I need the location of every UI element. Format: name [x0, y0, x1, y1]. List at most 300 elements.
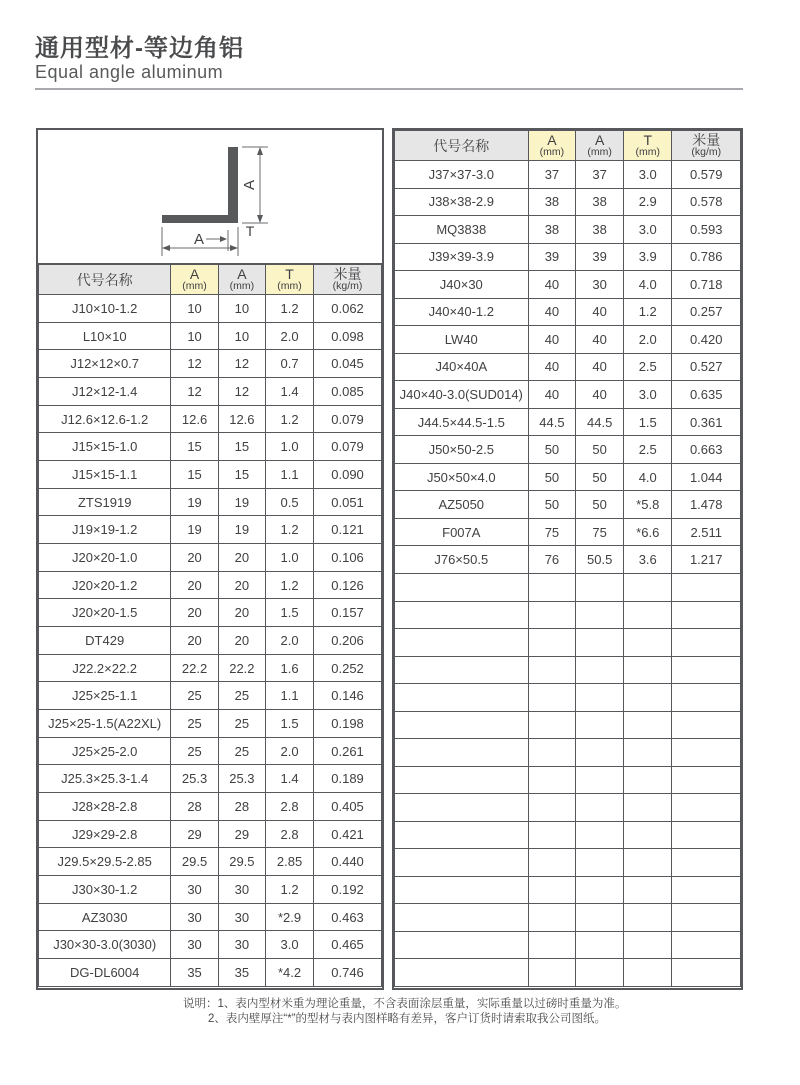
value-cell: 25 [218, 682, 265, 710]
value-cell: 25 [171, 710, 218, 738]
value-cell: 50 [576, 491, 624, 519]
value-cell [672, 794, 741, 822]
value-cell: 4.0 [624, 463, 672, 491]
table-row [395, 766, 741, 794]
value-cell: 2.0 [624, 326, 672, 354]
value-cell: 0.420 [672, 326, 741, 354]
profile-code-cell: F007A [395, 518, 529, 546]
profile-code-cell: J25×25-1.1 [39, 682, 171, 710]
value-cell: 0.121 [314, 516, 382, 544]
table-row [39, 959, 382, 987]
table-row [395, 353, 741, 381]
profile-code-cell: J50×50-2.5 [395, 436, 529, 464]
profile-code-cell [395, 876, 529, 904]
value-cell: 29.5 [218, 848, 265, 876]
column-header: 米量 (kg/m) [314, 265, 382, 295]
value-cell: 0.579 [672, 161, 741, 189]
value-cell: 0.746 [314, 959, 382, 987]
profile-code-cell: AZ5050 [395, 491, 529, 519]
value-cell: 25 [171, 737, 218, 765]
angle-profile-drawing [38, 130, 382, 263]
value-cell [624, 904, 672, 932]
value-cell: 0.5 [266, 488, 314, 516]
value-cell: 12 [218, 350, 265, 378]
column-header: A (mm) [576, 131, 624, 161]
column-header: T (mm) [266, 265, 314, 295]
profile-code-cell: J12.6×12.6-1.2 [39, 405, 171, 433]
value-cell [672, 931, 741, 959]
value-cell: 15 [171, 433, 218, 461]
column-header: A (mm) [528, 131, 576, 161]
dim-label-thickness: T [245, 223, 255, 239]
value-cell: 25 [218, 710, 265, 738]
value-cell: 40 [528, 271, 576, 299]
profile-code-cell [395, 601, 529, 629]
value-cell: 40 [576, 381, 624, 409]
value-cell [672, 629, 741, 657]
value-cell: 1.2 [266, 405, 314, 433]
profile-code-cell: J22.2×22.2 [39, 654, 171, 682]
value-cell [576, 849, 624, 877]
table-row [39, 461, 382, 489]
value-cell: 2.9 [624, 188, 672, 216]
profile-code-cell: J38×38-2.9 [395, 188, 529, 216]
value-cell [624, 959, 672, 987]
value-cell: *2.9 [266, 903, 314, 931]
value-cell: 4.0 [624, 271, 672, 299]
profile-code-cell: J20×20-1.2 [39, 571, 171, 599]
value-cell: 2.511 [672, 518, 741, 546]
value-cell [672, 739, 741, 767]
value-cell: 0.098 [314, 322, 382, 350]
table-row [39, 405, 382, 433]
table-row [395, 573, 741, 601]
value-cell: 1.6 [266, 654, 314, 682]
value-cell: 35 [171, 959, 218, 987]
table-row [39, 931, 382, 959]
value-cell: *6.6 [624, 518, 672, 546]
value-cell: 1.4 [266, 765, 314, 793]
value-cell [528, 573, 576, 601]
value-cell: 37 [576, 161, 624, 189]
value-cell [576, 766, 624, 794]
profile-code-cell: J40×40-3.0(SUD014) [395, 381, 529, 409]
value-cell [672, 601, 741, 629]
value-cell [672, 849, 741, 877]
value-cell: 1.5 [624, 408, 672, 436]
value-cell: 12 [171, 378, 218, 406]
profile-code-cell: L10×10 [39, 322, 171, 350]
table-row [39, 599, 382, 627]
value-cell [672, 904, 741, 932]
value-cell: *4.2 [266, 959, 314, 987]
value-cell [576, 656, 624, 684]
value-cell: 0.527 [672, 353, 741, 381]
profile-code-cell: J15×15-1.0 [39, 433, 171, 461]
value-cell: 40 [528, 381, 576, 409]
value-cell [672, 821, 741, 849]
value-cell: 0.045 [314, 350, 382, 378]
value-cell: 30 [171, 931, 218, 959]
profile-code-cell: ZTS1919 [39, 488, 171, 516]
value-cell: *5.8 [624, 491, 672, 519]
value-cell [624, 711, 672, 739]
dim-label-a-vertical: A [241, 179, 258, 191]
footnotes [183, 997, 626, 1027]
spec-table-left [38, 264, 382, 987]
profile-code-cell: J12×12×0.7 [39, 350, 171, 378]
table-row [395, 491, 741, 519]
value-cell [624, 849, 672, 877]
value-cell: 0.192 [314, 876, 382, 904]
table-row [395, 243, 741, 271]
angle-profile-diagram [38, 130, 382, 264]
profile-code-cell [395, 573, 529, 601]
profile-code-cell: DG-DL6004 [39, 959, 171, 987]
value-cell: 20 [171, 627, 218, 655]
table-row [39, 627, 382, 655]
profile-code-cell: J50×50×4.0 [395, 463, 529, 491]
value-cell: 12.6 [218, 405, 265, 433]
table-row [39, 710, 382, 738]
value-cell: 40 [528, 298, 576, 326]
value-cell: 40 [576, 326, 624, 354]
value-cell: 0.106 [314, 544, 382, 572]
value-cell [576, 629, 624, 657]
table-row [39, 322, 382, 350]
value-cell: 25.3 [171, 765, 218, 793]
profile-code-cell [395, 794, 529, 822]
value-cell: 1.478 [672, 491, 741, 519]
value-cell [576, 959, 624, 987]
value-cell [528, 794, 576, 822]
value-cell: 2.5 [624, 353, 672, 381]
table-row [395, 188, 741, 216]
value-cell: 0.635 [672, 381, 741, 409]
value-cell: 29 [218, 820, 265, 848]
table-row [39, 876, 382, 904]
value-cell: 40 [576, 353, 624, 381]
profile-code-cell [395, 931, 529, 959]
profile-code-cell: J40×40-1.2 [395, 298, 529, 326]
value-cell: 25 [218, 737, 265, 765]
value-cell: 30 [218, 903, 265, 931]
value-cell [672, 684, 741, 712]
value-cell: 0.463 [314, 903, 382, 931]
value-cell: 1.5 [266, 710, 314, 738]
l-profile-shape [162, 147, 238, 223]
value-cell: 15 [218, 461, 265, 489]
table-row [395, 216, 741, 244]
value-cell [576, 931, 624, 959]
value-cell: 30 [218, 931, 265, 959]
table-row [395, 271, 741, 299]
value-cell: 0.189 [314, 765, 382, 793]
profile-code-cell [395, 684, 529, 712]
value-cell: 19 [171, 488, 218, 516]
value-cell: 19 [218, 516, 265, 544]
value-cell: 0.157 [314, 599, 382, 627]
value-cell [528, 601, 576, 629]
value-cell: 0.198 [314, 710, 382, 738]
value-cell: 12 [171, 350, 218, 378]
value-cell: 0.465 [314, 931, 382, 959]
table-row [395, 684, 741, 712]
page-title: 通用型材-等边角铝 [35, 35, 244, 62]
value-cell [528, 766, 576, 794]
value-cell: 1.0 [266, 433, 314, 461]
profile-code-cell: DT429 [39, 627, 171, 655]
value-cell [528, 711, 576, 739]
table-row [395, 463, 741, 491]
value-cell: 0.146 [314, 682, 382, 710]
value-cell: 22.2 [171, 654, 218, 682]
profile-code-cell: J25×25-2.0 [39, 737, 171, 765]
value-cell: 50 [576, 463, 624, 491]
table-row [39, 682, 382, 710]
table-row [395, 739, 741, 767]
value-cell: 44.5 [528, 408, 576, 436]
value-cell: 0.085 [314, 378, 382, 406]
profile-code-cell: J29.5×29.5-2.85 [39, 848, 171, 876]
value-cell [576, 821, 624, 849]
value-cell: 19 [171, 516, 218, 544]
value-cell: 0.062 [314, 295, 382, 323]
footnote-line2: 2、表内壁厚注“*”的型材与表内图样略有差异，客户订货时请索取我公司图纸。 [208, 1013, 607, 1025]
value-cell: 75 [576, 518, 624, 546]
value-cell [528, 684, 576, 712]
table-row [395, 326, 741, 354]
value-cell [528, 821, 576, 849]
value-cell: 50 [528, 463, 576, 491]
table-row [395, 711, 741, 739]
profile-code-cell: J39×39-3.9 [395, 243, 529, 271]
table-row [395, 601, 741, 629]
profile-code-cell [395, 711, 529, 739]
value-cell: 1.217 [672, 546, 741, 574]
value-cell: 0.405 [314, 793, 382, 821]
header-row [395, 131, 741, 161]
profile-code-cell: J28×28-2.8 [39, 793, 171, 821]
value-cell: 1.0 [266, 544, 314, 572]
dim-label-a-horizontal: A [193, 231, 205, 248]
value-cell: 1.2 [266, 571, 314, 599]
value-cell [576, 739, 624, 767]
value-cell: 19 [218, 488, 265, 516]
value-cell: 38 [576, 216, 624, 244]
value-cell: 3.6 [624, 546, 672, 574]
value-cell: 0.126 [314, 571, 382, 599]
footnote-line1: 说明：1、表内型材米重为理论重量，不含表面涂层重量，实际重量以过磅时重量为准。 [183, 998, 627, 1010]
profile-code-cell: J76×50.5 [395, 546, 529, 574]
table-row [395, 161, 741, 189]
profile-code-cell: J15×15-1.1 [39, 461, 171, 489]
value-cell [672, 711, 741, 739]
value-cell [624, 766, 672, 794]
profile-code-cell: J44.5×44.5-1.5 [395, 408, 529, 436]
value-cell [672, 656, 741, 684]
value-cell: 0.252 [314, 654, 382, 682]
value-cell: 10 [218, 295, 265, 323]
value-cell: 29 [171, 820, 218, 848]
value-cell: 0.786 [672, 243, 741, 271]
value-cell: 0.361 [672, 408, 741, 436]
value-cell: 39 [576, 243, 624, 271]
column-header: 米量 (kg/m) [672, 131, 741, 161]
value-cell: 20 [171, 599, 218, 627]
value-cell: 1.2 [266, 876, 314, 904]
value-cell: 40 [528, 326, 576, 354]
value-cell [528, 629, 576, 657]
table-row [39, 350, 382, 378]
value-cell [576, 904, 624, 932]
value-cell: 0.079 [314, 405, 382, 433]
profile-code-cell: J40×40A [395, 353, 529, 381]
value-cell: 3.0 [624, 161, 672, 189]
value-cell [672, 766, 741, 794]
table-row [39, 737, 382, 765]
table-row [39, 571, 382, 599]
value-cell [528, 959, 576, 987]
value-cell: 39 [528, 243, 576, 271]
profile-code-cell [395, 739, 529, 767]
value-cell [624, 821, 672, 849]
value-cell [576, 684, 624, 712]
value-cell: 0.051 [314, 488, 382, 516]
profile-code-cell [395, 629, 529, 657]
table-row [395, 904, 741, 932]
value-cell: 2.5 [624, 436, 672, 464]
table-row [395, 849, 741, 877]
value-cell: 22.2 [218, 654, 265, 682]
table-row [39, 654, 382, 682]
value-cell: 0.257 [672, 298, 741, 326]
value-cell: 38 [528, 188, 576, 216]
profile-code-cell: J20×20-1.5 [39, 599, 171, 627]
profile-code-cell: J29×29-2.8 [39, 820, 171, 848]
header-row [39, 265, 382, 295]
table-row [395, 381, 741, 409]
value-cell: 12 [218, 378, 265, 406]
table-row [39, 433, 382, 461]
value-cell: 37 [528, 161, 576, 189]
value-cell: 3.0 [624, 381, 672, 409]
value-cell: 50.5 [576, 546, 624, 574]
table-row [395, 629, 741, 657]
table-row [395, 821, 741, 849]
value-cell: 75 [528, 518, 576, 546]
value-cell: 10 [171, 295, 218, 323]
value-cell: 20 [218, 599, 265, 627]
profile-code-cell: J20×20-1.0 [39, 544, 171, 572]
value-cell: 1.044 [672, 463, 741, 491]
table-row [395, 546, 741, 574]
left-panel [36, 128, 384, 990]
value-cell [624, 656, 672, 684]
profile-code-cell [395, 821, 529, 849]
profile-code-cell: J12×12-1.4 [39, 378, 171, 406]
table-row [395, 518, 741, 546]
profile-code-cell: J37×37-3.0 [395, 161, 529, 189]
value-cell: 30 [171, 876, 218, 904]
column-header: 代号名称 [39, 265, 171, 295]
value-cell: 3.9 [624, 243, 672, 271]
value-cell: 50 [528, 491, 576, 519]
profile-code-cell: J19×19-1.2 [39, 516, 171, 544]
column-header: A (mm) [218, 265, 265, 295]
right-panel [392, 128, 743, 990]
table-row [395, 794, 741, 822]
value-cell: 2.8 [266, 793, 314, 821]
value-cell: 0.079 [314, 433, 382, 461]
value-cell: 1.1 [266, 682, 314, 710]
table-row [39, 544, 382, 572]
value-cell [576, 876, 624, 904]
profile-code-cell [395, 849, 529, 877]
table-row [395, 656, 741, 684]
value-cell: 30 [576, 271, 624, 299]
value-cell [624, 739, 672, 767]
table-row [39, 295, 382, 323]
value-cell: 2.0 [266, 737, 314, 765]
value-cell: 15 [171, 461, 218, 489]
profile-code-cell [395, 904, 529, 932]
table-row [39, 820, 382, 848]
page-subtitle: Equal angle aluminum [35, 62, 224, 82]
value-cell: 12.6 [171, 405, 218, 433]
value-cell: 15 [218, 433, 265, 461]
value-cell [528, 931, 576, 959]
value-cell: 3.0 [266, 931, 314, 959]
value-cell [528, 656, 576, 684]
value-cell [528, 876, 576, 904]
profile-code-cell: J25.3×25.3-1.4 [39, 765, 171, 793]
table-row [395, 931, 741, 959]
value-cell: 1.2 [266, 295, 314, 323]
value-cell: 0.421 [314, 820, 382, 848]
value-cell: 2.8 [266, 820, 314, 848]
table-row [39, 378, 382, 406]
header-divider [35, 88, 743, 90]
value-cell: 0.7 [266, 350, 314, 378]
profile-code-cell [395, 656, 529, 684]
value-cell [672, 876, 741, 904]
value-cell: 1.1 [266, 461, 314, 489]
value-cell [624, 931, 672, 959]
table-row [395, 959, 741, 987]
table-row [395, 876, 741, 904]
value-cell [672, 959, 741, 987]
column-header: 代号名称 [395, 131, 529, 161]
table-row [395, 436, 741, 464]
value-cell: 0.206 [314, 627, 382, 655]
value-cell: 50 [576, 436, 624, 464]
value-cell [576, 794, 624, 822]
profile-code-cell: J30×30-3.0(3030) [39, 931, 171, 959]
value-cell: 20 [171, 571, 218, 599]
profile-code-cell: AZ3030 [39, 903, 171, 931]
profile-code-cell: MQ3838 [395, 216, 529, 244]
profile-code-cell [395, 959, 529, 987]
value-cell: 1.2 [624, 298, 672, 326]
value-cell: 25.3 [218, 765, 265, 793]
value-cell: 0.663 [672, 436, 741, 464]
value-cell [528, 849, 576, 877]
table-row [395, 298, 741, 326]
value-cell [528, 904, 576, 932]
table-row [395, 408, 741, 436]
value-cell: 38 [576, 188, 624, 216]
